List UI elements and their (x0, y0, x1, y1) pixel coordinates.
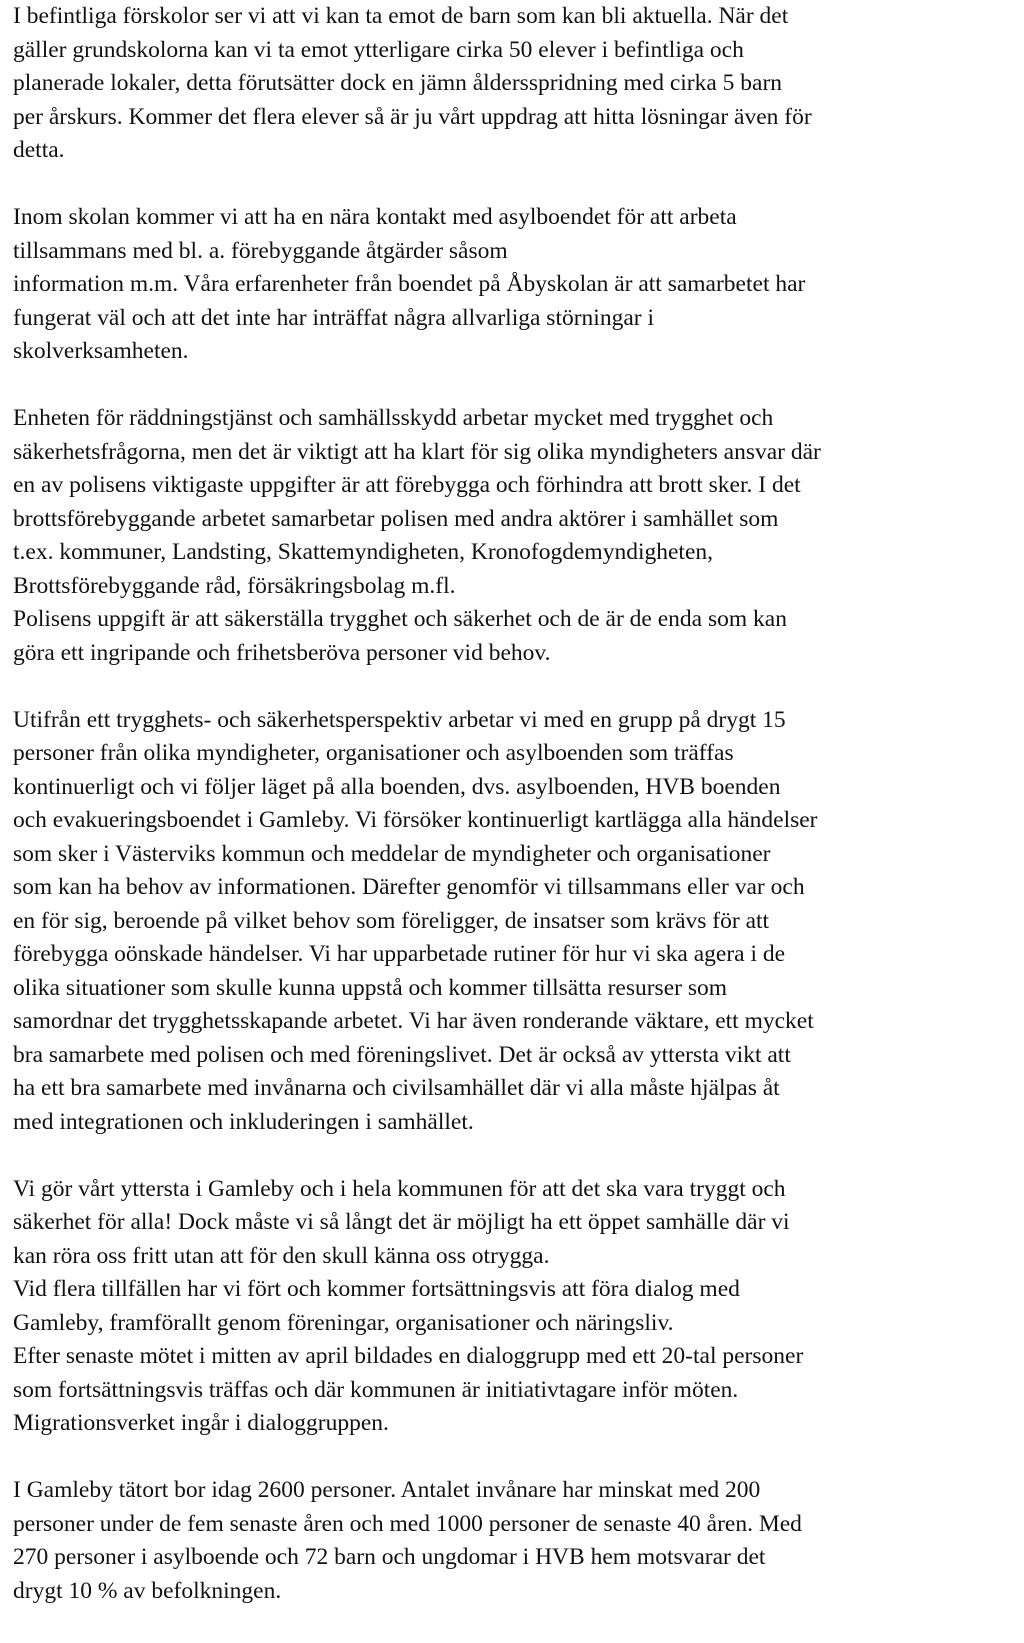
paragraph-safety-working-group (13, 704, 1018, 1140)
paragraph-gap (13, 1139, 1018, 1173)
text-line: tillsammans med bl. a. förebyggande åtgärder såsom (13, 237, 508, 264)
text-line: fungerat väl och att det inte har inträffat några allvarliga störningar i (13, 304, 654, 331)
text-line: bra samarbete med polisen och med föreningslivet. Det är också av yttersta vikt att (13, 1041, 791, 1068)
text-line: Utifrån ett trygghets- och säkerhetsperspektiv arbetar vi med en grupp på drygt 15 (13, 706, 786, 733)
text-line: samordnar det trygghetsskapande arbetet. Vi har även ronderande väktare, ett mycket (13, 1008, 814, 1034)
text-line: göra ett ingripande och frihetsberöva personer vid behov. (13, 639, 551, 666)
text-line: och evakueringsboendet i Gamleby. Vi försöker kontinuerligt kartlägga alla händelser (13, 807, 818, 833)
paragraph-rescue-services-police (13, 402, 1018, 670)
text-line: detta. (13, 137, 65, 163)
text-line: en av polisens viktigaste uppgifter är att förebygga och förhindra att brott sker. I det (13, 472, 801, 498)
text-line: kontinuerligt och vi följer läget på alla boenden, dvs. asylboenden, HVB boenden (13, 773, 781, 800)
text-line: en för sig, beroende på vilket behov som föreligger, de insatser som krävs för att (13, 907, 770, 934)
text-line: drygt 10 % av befolkningen. (13, 1577, 282, 1604)
paragraph-gamleby-dialogue (13, 1173, 1018, 1441)
text-line: med integrationen och inkluderingen i samhället. (13, 1108, 474, 1135)
text-line: Migrationsverket ingår i dialoggruppen. (13, 1410, 389, 1436)
document-page (13, 0, 1018, 1608)
text-line: ha ett bra samarbete med invånarna och civilsamhället där vi alla måste hjälpas åt (13, 1075, 780, 1101)
paragraph-gap (13, 1441, 1018, 1475)
paragraph-gap (13, 168, 1018, 202)
text-line: Enheten för räddningstjänst och samhällsskydd arbetar mycket med trygghet och (13, 405, 774, 431)
text-line: 270 personer i asylboende och 72 barn och ungdomar i HVB hem motsvarar det (13, 1544, 766, 1570)
text-line: brottsförebyggande arbetet samarbetar polisen med andra aktörer i samhället som (13, 505, 779, 532)
text-line: information m.m. Våra erfarenheter från boendet på Åbyskolan är att samarbetet har (13, 271, 806, 297)
text-line: per årskurs. Kommer det flera elever så är ju vårt uppdrag att hitta lösningar även för (13, 103, 812, 130)
text-line: personer från olika myndigheter, organisationer och asylboenden som träffas (13, 740, 734, 766)
text-line: I befintliga förskolor ser vi att vi kan ta emot de barn som kan bli aktuella. När det (13, 3, 789, 29)
paragraph-school-asylum-contact (13, 201, 1018, 369)
text-line: Vi gör vårt yttersta i Gamleby och i hela kommunen för att det ska vara tryggt och (13, 1175, 786, 1202)
text-line: planerade lokaler, detta förutsätter dock en jämn åldersspridning med cirka 5 barn (13, 70, 783, 96)
paragraph-population-figures (13, 1474, 1018, 1608)
text-line: förebygga oönskade händelser. Vi har upparbetade rutiner för hur vi ska agera i de (13, 941, 786, 967)
text-line: Vid flera tillfällen har vi fört och kommer fortsättningsvis att föra dialog med (13, 1276, 740, 1302)
text-line: som fortsättningsvis träffas och där kommunen är initiativtagare inför möten. (13, 1376, 739, 1403)
text-line: gäller grundskolorna kan vi ta emot ytterligare cirka 50 elever i befintliga och (13, 36, 744, 63)
text-line: Gamleby, framförallt genom föreningar, organisationer och näringsliv. (13, 1309, 674, 1336)
text-line: I Gamleby tätort bor idag 2600 personer. Antalet invånare har minskat med 200 (13, 1477, 761, 1503)
text-line: kan röra oss fritt utan att för den skull känna oss otrygga. (13, 1242, 550, 1269)
text-line: som sker i Västerviks kommun och meddelar de myndigheter och organisationer (13, 840, 771, 867)
text-line: personer under de fem senaste åren och med 1000 personer de senaste 40 åren. Med (13, 1510, 802, 1537)
text-line: Inom skolan kommer vi att ha en nära kontakt med asylboendet för att arbeta (13, 204, 737, 230)
paragraph-gap (13, 369, 1018, 403)
text-line: säkerhetsfrågorna, men det är viktigt att ha klart för sig olika myndigheters ansvar där (13, 438, 821, 465)
text-line: som kan ha behov av informationen. Därefter genomför vi tillsammans eller var och (13, 874, 805, 900)
text-line: t.ex. kommuner, Landsting, Skattemyndigheten, Kronofogdemyndigheten, (13, 539, 714, 565)
text-line: skolverksamheten. (13, 338, 189, 364)
paragraph-preschool-school-capacity (13, 0, 1018, 168)
text-line: Efter senaste mötet i mitten av april bildades en dialoggrupp med ett 20-tal personer (13, 1343, 804, 1369)
text-line: olika situationer som skulle kunna uppstå och kommer tillsätta resurser som (13, 974, 728, 1001)
text-line: Polisens uppgift är att säkerställa trygghet och säkerhet och de är de enda som kan (13, 606, 787, 632)
text-line: Brottsförebyggande råd, försäkringsbolag m.fl. (13, 572, 456, 599)
paragraph-gap (13, 670, 1018, 704)
text-line: säkerhet för alla! Dock måste vi så långt det är möjligt ha ett öppet samhälle där vi (13, 1209, 790, 1235)
